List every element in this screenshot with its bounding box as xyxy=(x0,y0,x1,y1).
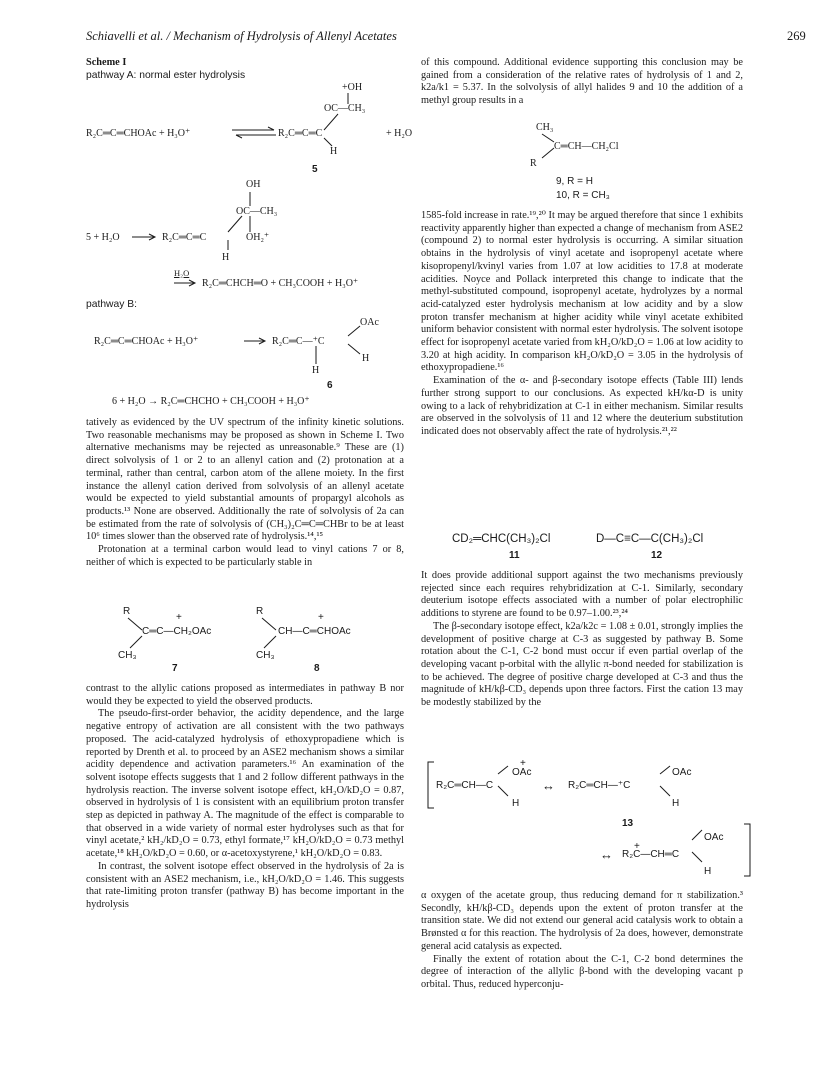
eq1-water: + H₂O xyxy=(386,128,413,139)
page-number: 269 xyxy=(787,29,806,43)
c8-main: CH—C═CHOAc xyxy=(278,626,351,637)
c8-bonds xyxy=(258,616,282,652)
eq1-oh-plus: +OH xyxy=(342,82,363,93)
s2-h: H xyxy=(672,798,680,809)
eq2-allene: R₂C═C═C xyxy=(162,232,207,243)
allyl-r: R xyxy=(530,158,537,169)
s2-oac: OAc xyxy=(672,767,692,778)
header-separator: / xyxy=(166,29,171,43)
eq4-oac: OAc xyxy=(360,317,379,328)
eq3-products: R₂C═CHCH═O + CH₃COOH + H₃O⁺ xyxy=(202,278,359,289)
pathway-b-label: pathway B: xyxy=(86,299,137,310)
compound-8-label: 8 xyxy=(314,663,320,674)
resonance-arrow-1: ↔ xyxy=(542,778,555,793)
c7-main: C═C—CH₂OAc xyxy=(142,626,212,637)
compound-7-label: 7 xyxy=(172,663,178,674)
right-column-text-3 xyxy=(421,570,743,710)
eq1-carbonyl: OC—CH₃ xyxy=(324,103,366,114)
label-9: 9, R = H xyxy=(556,176,593,187)
compound-6-label: 6 xyxy=(327,380,333,391)
eq2-reactants: 5 + H₂O xyxy=(86,232,120,243)
paragraph: of this compound. Additional evidence supporting this conclusion may be gained from a consideration of the relative rates of hydrolysis of 1 and 2, k2a/k1 = 5.37. In the solvolysis of allyl halides 9 and 10 the addition of a methyl group results in a xyxy=(421,57,743,107)
c8-plus: + xyxy=(318,612,324,623)
compound-11-label: 11 xyxy=(509,550,520,561)
reaction-arrow-icon xyxy=(242,336,270,346)
eq2-h: H xyxy=(222,252,230,263)
eq3-over-arrow: H₂O xyxy=(174,268,190,278)
allyl-bonds xyxy=(538,132,558,160)
eq1-reactants: R₂C═C═CHOAc + H₃O⁺ xyxy=(86,128,191,139)
c7-bonds xyxy=(122,616,146,652)
paragraph: The β-secondary isotope effect, k2a/k2c = 1.08 ± 0.01, strongly implies the development of positive charge at C-3 as suggested by pathway B. Some rotation about the C-1, C-2 bond must occur if even partial overlap of the developing vacant p-orbital with the allylic π-bond needed for stabilization is to be achieved. The degree of positive charge developed at C-3 and thus the magnitude of kH/kβ-CD₃ depends upon three factors. First the cation 13 may be modestly stabilized by the xyxy=(421,620,743,709)
paragraph: 1585-fold increase in rate.¹⁹,²⁰ It may be argued therefore that since 1 exhibits reactivity apparently higher than expected a change of mechanism from ASE2 (compound 2) to normal ester hydrolysis is occurring. A similar situation obtains in the hydrolysis of vinyl acetate and isopropenyl acetate where kisopropenyl/kvinyl varies from 1.07 at low acidities to 17.8 at moderate acidities. Noyce and Pollack interpreted this change to indicate that the methyl-substituted compound, isopropenyl acetate, hydrolyzes by a normal acid-catalyzed ester hydrolysis mechanism at low acidity and by a slow proton transfer mechanism at higher acidity while vinyl acetate exhibited uniform behavior consistent with normal ester hydrolysis. The solvent isotope effect for isopropenyl acetate varied from kH₂O/kD₂O = 1.06 at low acidity to 3.20 at high acidity. In comparison kH₂O/kD₂O = 3.05 in the hydrolysis of ethoxypropadiene.¹⁶ xyxy=(421,210,743,374)
c8-ch3: CH₃ xyxy=(256,650,275,661)
reaction-arrow-icon xyxy=(172,278,200,288)
paragraph: In contrast, the solvent isotope effect observed in the hydrolysis of 2a is consistent with an ASE2 mechanism, i.e., kH₂O/kD₂O = 1.46. This suggests that rate-limiting proton transfer (pathway B) has become important in the hydrolysis xyxy=(86,860,404,910)
s3-oac: OAc xyxy=(704,832,724,843)
compound-13-label: 13 xyxy=(622,818,634,829)
allyl-main: C═CH—CH₂Cl xyxy=(554,141,619,152)
compound-5-label: 5 xyxy=(312,164,318,175)
right-column-text-4 xyxy=(421,890,743,992)
paragraph: Protonation at a terminal carbon would lead to vinyl cations 7 or 8, neither of which is expected to be particularly stable in xyxy=(86,544,404,568)
eq2-bonds xyxy=(220,188,270,254)
s3-main: R₂C—CH═C xyxy=(622,849,680,860)
eq4-cation: R₂C═C—⁺C xyxy=(272,336,325,347)
header-authors: Schiavelli et al. xyxy=(86,29,164,43)
eq4-h-bottom: H xyxy=(312,365,320,376)
paragraph: It does provide additional support against the two mechanisms previously rejected since each requires rehybridization at C-1. Similarly, secondary deuterium isotope effects associated with a number of polar electrophilic additions to styrene are found to be 0.97–1.00.²³,²⁴ xyxy=(421,570,743,620)
allyl-ch3: CH₃ xyxy=(536,122,554,133)
paragraph: Examination of the α- and β-secondary isotope effects (Table III) lends further strong support to our conclusions. As expected kH/kα-D is unity owing to a lack of rehybridization at C-1 in either mechanism. Similar results are observed in the solvolysis of 11 and 12 where the deuterium substitution indicated does not observably affect the rate of hydrolysis.²¹,²² xyxy=(421,375,743,437)
formula-12: D—C≡C—C(CH₃)₂Cl xyxy=(596,533,704,545)
paragraph: tatively as evidenced by the UV spectrum of the infinity kinetic solutions. Two reasonable mechanisms may be proposed as shown in Scheme I. Two alternative mechanisms may be rejected as unreasonable.⁹ These are (1) direct solvolysis of 1 or 2 to an allenyl cation and (2) protonation at a terminal, rather than central, carbon atom of the allene moiety. In the first instance the allenyl cation derived from solvolysis of an allenyl acetate would be expected to yield substantial amounts of propargyl alcohols as products.¹³ None are observed. Additionally the rate of solvolysis of 2a can be estimated from the rate of solvolysis of (CH₃)₂C═C═CHBr to be at least 10⁶ times slower than the observed rate of hydrolysis.¹⁴,¹⁵ xyxy=(86,417,404,543)
eq1-h: H xyxy=(330,146,338,157)
paragraph: The pseudo-first-order behavior, the acidity dependence, and the large negative entropy of activation are all consistent with the two pathways proposed. The acid-catalyzed hydrolysis of ethoxypropadiene which is reported by Drenth et al. to proceed by an ASE2 mechanism shows a similar acidity dependence and activation parameters.¹⁶ An examination of the solvent isotope effects suggests that 1 and 2 follow different pathways in the hydrolysis reaction. The inverse solvent isotope effect, kH₂O/kD₂O = 0.87, observed in hydrolysis of 1 is consistent with an equilibrium proton transfer step as depicted in pathway A. The magnitude of the effect is comparable to that observed in a wide variety of normal ester hydrolyses such as that for vinyl acetate,² kH₂/kD₂O = 0.73, ethyl formate,¹⁷ kH₂O/kD₂O = 0.73 methyl acetate,¹⁸ kH₂O/kD₂O = 0.60, or α-acetoxystyrene,¹ kH₂O/kD₂O = 0.83. xyxy=(86,708,404,860)
s1-main: R₂C═CH—C xyxy=(436,780,494,791)
left-column-text-2 xyxy=(86,683,404,912)
s3-plus: + xyxy=(634,841,640,852)
pathway-a-label: pathway A: normal ester hydrolysis xyxy=(86,70,246,81)
right-column-text-1 xyxy=(421,57,743,108)
paragraph: contrast to the allylic cations proposed as intermediates in pathway B nor would they be expected to yield the observed products. xyxy=(86,683,404,707)
eq4-reactants: R₂C═C═CHOAc + H₃O⁺ xyxy=(94,336,199,347)
right-column-text-2 xyxy=(421,210,743,439)
left-column-text-1 xyxy=(86,417,404,569)
compound-12-label: 12 xyxy=(651,550,663,561)
s3-h: H xyxy=(704,866,712,877)
scheme-title: Scheme I xyxy=(86,57,127,68)
eq4-h-right: H xyxy=(362,353,370,364)
label-10: 10, R = CH₃ xyxy=(556,190,610,201)
c7-ch3: CH₃ xyxy=(118,650,137,661)
s1-plus: + xyxy=(520,758,526,769)
header-title: Mechanism of Hydrolysis of Allenyl Acetates xyxy=(173,29,397,43)
s1-oac: OAc xyxy=(512,767,532,778)
c8-r: R xyxy=(256,606,264,617)
eq2-carbonyl: OC—CH₃ xyxy=(236,206,278,217)
resonance-brackets xyxy=(426,760,756,880)
eq1-bonds xyxy=(318,90,358,150)
resonance-arrow-2: ↔ xyxy=(600,847,613,862)
running-header xyxy=(86,29,397,44)
s1-h: H xyxy=(512,798,520,809)
reaction-arrow-icon xyxy=(130,232,160,242)
eq4-bonds xyxy=(310,322,370,368)
c7-r: R xyxy=(123,606,131,617)
paragraph: Finally the extent of rotation about the C-1, C-2 bond determines the degree of interaction of the allylic β-bond with the developing vacant p orbital. Thus, reduced hyperconju- xyxy=(421,953,743,990)
formula-11: CD₂═CHC(CH₃)₂Cl xyxy=(452,533,551,545)
eq2-oh: OH xyxy=(246,179,261,190)
s2-main: R₂C═CH—⁺C xyxy=(568,780,631,791)
c7-plus: + xyxy=(176,612,182,623)
eq2-oh2: OH₂⁺ xyxy=(246,232,270,243)
eq1-allene: R₂C═C═C xyxy=(278,128,323,139)
eq5: 6 + H₂O → R₂C═CHCHO + CH₃COOH + H₃O⁺ xyxy=(112,396,310,407)
equilibrium-arrow-icon xyxy=(230,126,280,140)
paragraph: α oxygen of the acetate group, thus reducing demand for π stabilization.³ Secondly, kH/kβ-CD₃ depends upon the extent of proton transfer at the transition state. We did not extend our general acid catalysis work to obtain a Brønsted α for this reaction. The hydrolysis of 2a does, however, demonstrate general acid catalysis as expected. xyxy=(421,890,743,952)
